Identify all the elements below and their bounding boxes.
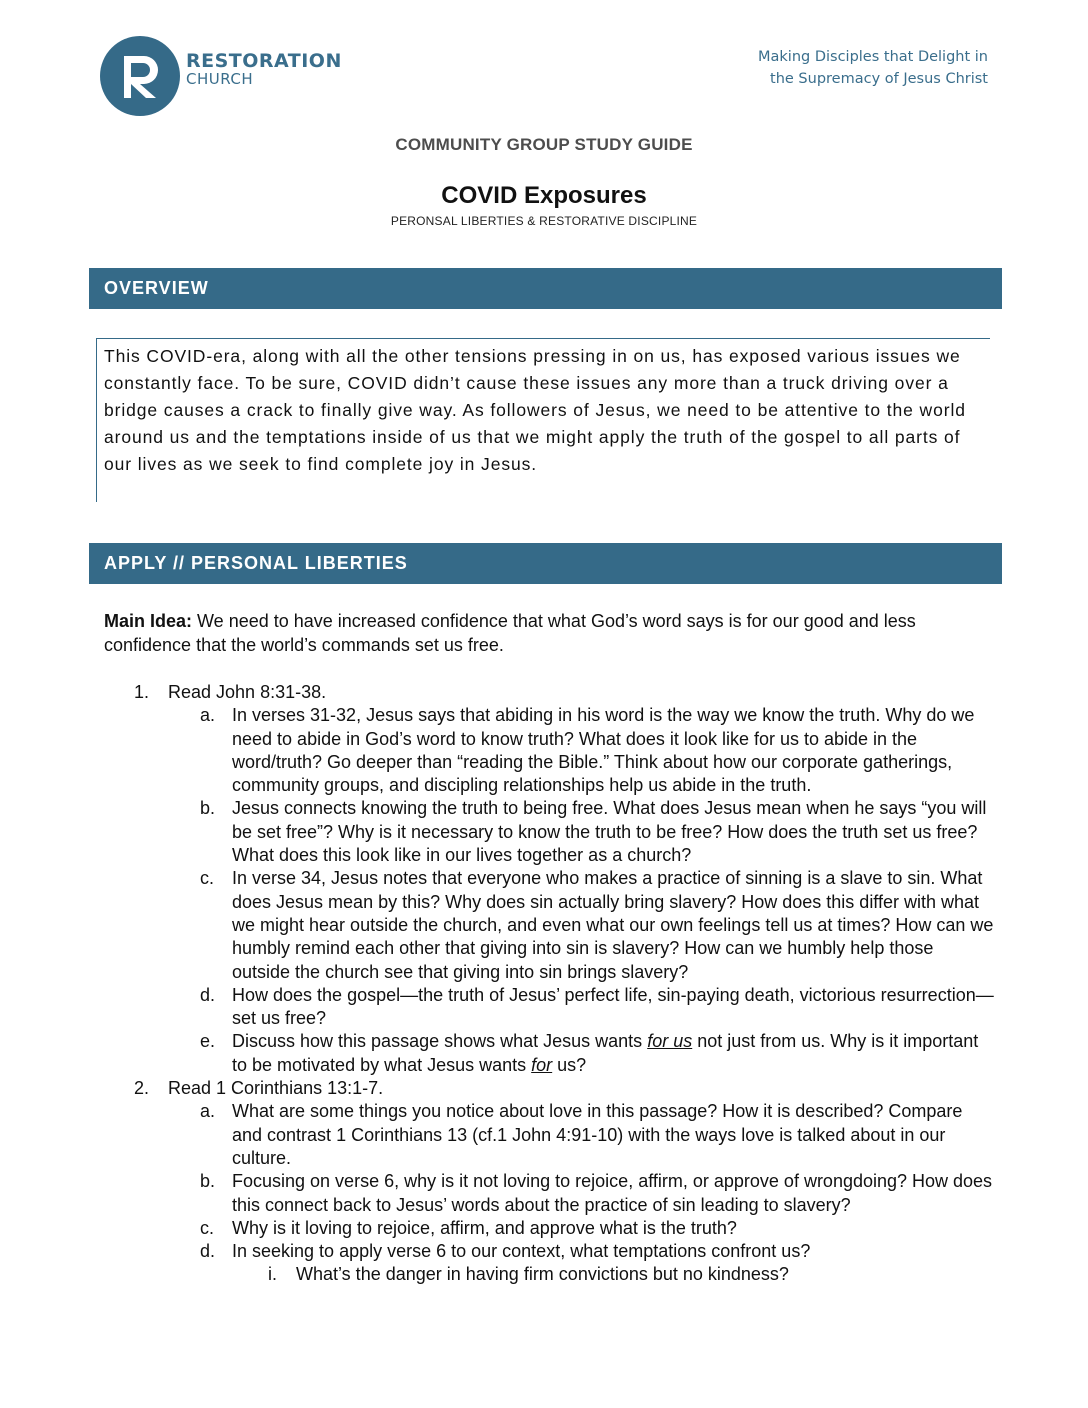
brand-line-2: CHURCH: [186, 70, 254, 88]
tagline-line-1: Making Disciples that Delight in: [758, 49, 988, 65]
brand-line-1: RESTORATION: [186, 50, 342, 72]
tagline: [758, 46, 988, 90]
main-idea-label: Main Idea:: [104, 611, 193, 631]
main-idea: [104, 610, 984, 657]
list-item: b. Jesus connects knowing the truth to being free. What does Jesus mean when he says “you will be set free”? Why is it necessary to know the truth to be free? How does the truth set us free? What does this look like in our lives together as a church?: [200, 798, 987, 866]
guide-title: COMMUNITY GROUP STUDY GUIDE: [395, 135, 693, 154]
list-item: i. What’s the danger in having firm convictions but no kindness?: [268, 1264, 789, 1285]
overview-text: This COVID-era, along with all the other tensions pressing in on us, has exposed various issues we constantly face. To be sure, COVID didn’t cause these issues any more than a truck driving over a bridge causes a crack to finally give way. As followers of Jesus, we need to be attentive to the world around us and the temptations inside of us that we might apply the truth of the gospel to all parts of our lives as we seek to find complete joy in Jesus.: [96, 338, 990, 502]
list-item: 2. Read 1 Corinthians 13:1-7.: [134, 1078, 384, 1099]
document-subtitle: PERONSAL LIBERTIES & RESTORATIVE DISCIPLINE: [390, 214, 698, 228]
main-idea-text: We need to have increased confidence that what God’s word says is for our good and less confidence that the world’s commands set us free.: [104, 611, 916, 655]
question-outline: [104, 681, 994, 1287]
overview-heading: OVERVIEW: [89, 268, 1002, 309]
tagline-line-2: the Supremacy of Jesus Christ: [770, 71, 988, 87]
list-item: 1. Read John 8:31-38.: [134, 682, 327, 702]
list-item: d. In seeking to apply verse 6 to our context, what temptations confront us?: [200, 1241, 811, 1262]
list-item: a. In verses 31-32, Jesus says that abiding in his word is the way we know the truth. Why do we need to abide in God’s word to know truth? What does it look like for us to abide in the word/truth? Go deeper than “reading the Bible.” Think about how our corporate gatherings, community groups, and discipling relationships help us abide in the truth.: [200, 705, 975, 796]
document-title: COVID Exposures: [441, 182, 647, 209]
list-item: c. Why is it loving to rejoice, affirm, and approve what is the truth?: [200, 1217, 737, 1238]
list-item: b. Focusing on verse 6, why is it not loving to rejoice, affirm, or approve of wrongdoing? How does this connect back to Jesus’ words about the practice of sin leading to slavery?: [200, 1171, 993, 1215]
list-item: e. Discuss how this passage shows what Jesus wants for us not just from us. Why is it important to be motivated by what Jesus wants for us?: [200, 1031, 979, 1075]
restoration-church-logo: [100, 36, 180, 116]
apply-heading: APPLY // PERSONAL LIBERTIES: [89, 543, 1002, 584]
list-item: a. What are some things you notice about love in this passage? How it is described? Compare and contrast 1 Corinthians 13 (cf.1 John 4:91-10) with the ways love is talked about in our culture.: [200, 1101, 963, 1168]
list-item: c. In verse 34, Jesus notes that everyone who makes a practice of sinning is a slave to sin. What does Jesus mean by this? Why does sin actually bring slavery? How does this differ with what we might hear outside the church, and even what our own feelings tell us at times? How can we humbly remind each other that giving into sin is slavery? How can we humbly help those outside the church see that giving into sin brings slavery?: [200, 868, 994, 982]
brand-name: [186, 52, 342, 87]
list-item: d. How does the gospel—the truth of Jesus’ perfect life, sin-paying death, victorious resurrection—set us free?: [200, 984, 994, 1029]
